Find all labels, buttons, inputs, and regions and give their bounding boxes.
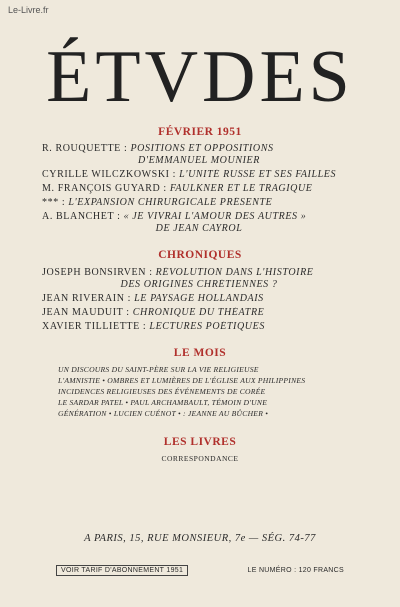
contents-line: R. ROUQUETTE : POSITIONS ET OPPOSITIONS — [42, 143, 274, 154]
masthead-title: ÉTVDES — [46, 36, 354, 118]
contents-line: CYRILLE WILCZKOWSKI : L'UNITÉ RUSSE ET SES FAILLES — [42, 169, 337, 180]
cover-footer — [56, 565, 344, 576]
chronique-line: JEAN RIVERAIN : LE PAYSAGE HOLLANDAIS — [42, 293, 264, 304]
chronique-line: DES ORIGINES CHRÉTIENNES ? — [120, 279, 278, 290]
contents-line: A. BLANCHET : « JE VIVRAI L'AMOUR DES AUTRES » — [42, 211, 307, 222]
chroniques-heading: CHRONIQUES — [158, 249, 242, 261]
site-watermark: Le-Livre.fr — [8, 5, 49, 15]
contents-line: DE JEAN CAYROL — [155, 223, 243, 234]
issue-date: FÉVRIER 1951 — [158, 126, 242, 138]
mois-line: LE SARDAR PATEL • PAUL ARCHAMBAULT, TÉMOIN D'UNE — [58, 398, 268, 407]
mois-line: INCIDENCES RELIGIEUSES DES ÉVÉNEMENTS DE CORÉE — [58, 387, 266, 396]
chronique-line: XAVIER TILLIETTE : LECTURES POÉTIQUES — [42, 321, 265, 332]
contents-line: M. FRANÇOIS GUYARD : FAULKNER ET LE TRAGIQUE — [42, 183, 313, 194]
subscription-note: VOIR TARIF D'ABONNEMENT 1951 — [56, 565, 188, 576]
publisher-address: A PARIS, 15, RUE MONSIEUR, 7e — SÉG. 74-77 — [84, 533, 316, 544]
mois-line: GÉNÉRATION • LUCIEN CUÉNOT • : JEANNE AU BÛCHER • — [58, 409, 269, 418]
mois-line: L'AMNISTIE • OMBRES ET LUMIÈRES DE L'ÉGLISE AUX PHILIPPINES — [58, 376, 306, 385]
issue-price: LE NUMÉRO : 120 FRANCS — [247, 567, 344, 574]
les-livres-heading: LES LIVRES — [163, 436, 237, 448]
contents-line: *** : L'EXPANSION CHIRURGICALE PRÉSENTE — [42, 197, 273, 208]
le-mois-heading: LE MOIS — [173, 347, 227, 359]
chronique-line: JEAN MAUDUIT : CHRONIQUE DU THÉATRE — [42, 307, 265, 318]
chronique-line: JOSEPH BONSIRVEN : RÉVOLUTION DANS L'HISTOIRE — [42, 267, 314, 278]
contents-line: D'EMMANUEL MOUNIER — [138, 155, 260, 166]
correspondance-label: CORRESPONDANCE — [161, 454, 239, 463]
mois-line: UN DISCOURS DU SAINT-PÈRE SUR LA VIE RELIGIEUSE — [58, 365, 259, 374]
